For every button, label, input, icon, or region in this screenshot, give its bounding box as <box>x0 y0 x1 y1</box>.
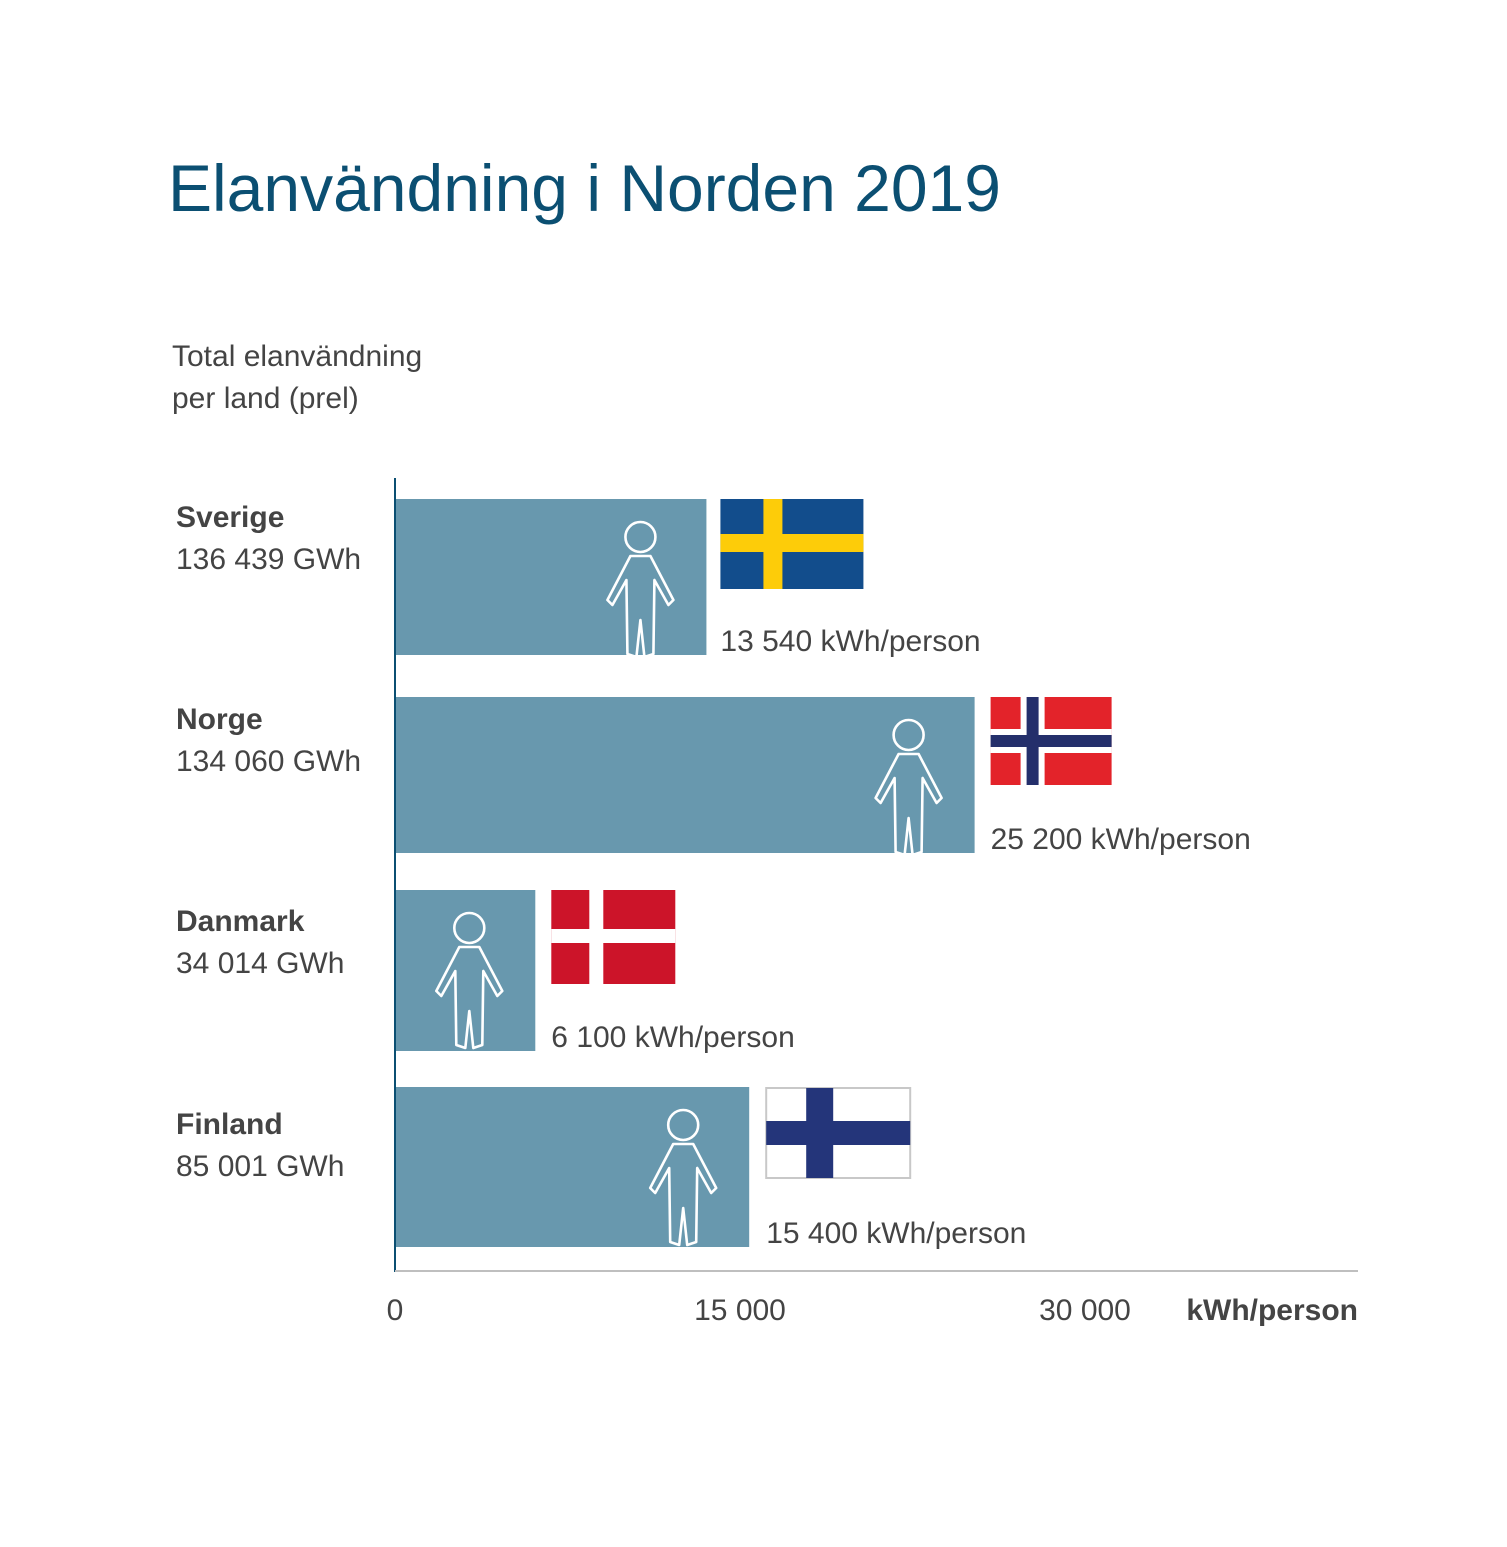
sweden-flag <box>720 499 863 589</box>
x-tick-label: 0 <box>386 1294 404 1327</box>
category-total: 34 014 GWh <box>176 947 345 980</box>
category-total: 134 060 GWh <box>176 745 362 778</box>
norway-flag <box>991 697 1112 785</box>
data-label: 6 100 kWh/person <box>551 1021 795 1054</box>
x-tick-label: 30 000 <box>1039 1294 1131 1327</box>
x-axis-unit-label: kWh/person <box>1186 1294 1358 1327</box>
data-label: 13 540 kWh/person <box>720 625 981 658</box>
chart-title: Elanvändning i Norden 2019 <box>168 151 1001 225</box>
chart-subtitle: Total elanvändning per land (prel) <box>172 340 423 415</box>
category-total: 136 439 GWh <box>176 543 362 576</box>
category-name: Norge <box>176 703 263 736</box>
bar-group-norge <box>396 697 1251 856</box>
bar-group-finland <box>396 1087 1026 1250</box>
category-name: Finland <box>176 1108 283 1141</box>
bar-group-sverige <box>396 499 981 658</box>
category-name: Sverige <box>176 501 285 534</box>
bar-group-danmark <box>396 890 795 1054</box>
bar-sverige <box>396 499 706 655</box>
category-total: 85 001 GWh <box>176 1150 345 1183</box>
data-label: 25 200 kWh/person <box>990 823 1251 856</box>
data-label: 15 400 kWh/person <box>766 1217 1027 1250</box>
category-name: Danmark <box>176 905 305 938</box>
denmark-flag <box>551 890 675 984</box>
finland-flag <box>766 1088 910 1178</box>
x-tick-label: 15 000 <box>694 1294 786 1327</box>
